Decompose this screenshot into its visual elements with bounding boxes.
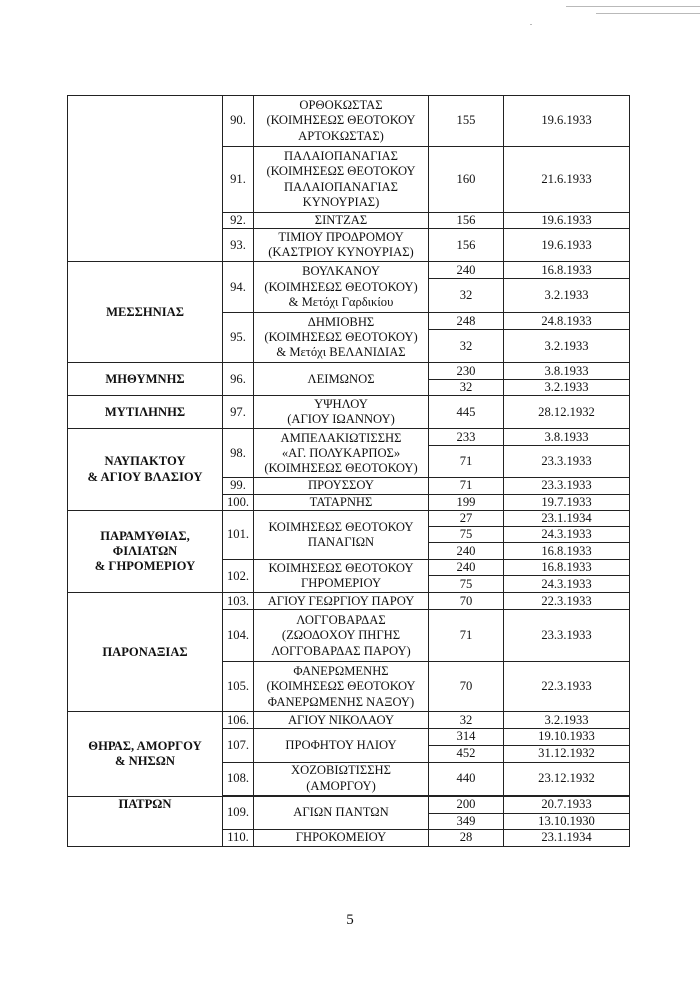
code-cell: 240 xyxy=(429,543,504,560)
code-cell: 199 xyxy=(429,494,504,510)
metropolis-paramythia: ΠΑΡΑΜΥΘΙΑΣ, ΦΙΛΙΑΤΩΝ & ΓΗΡΟΜΕΡΙΟΥ xyxy=(68,510,223,593)
code-cell: 155 xyxy=(429,96,504,147)
date-cell: 24.3.1933 xyxy=(504,576,630,593)
monastery-name: ΧΟΖΟΒΙΩΤΙΣΣΗΣ (ΑΜΟΡΓΟΥ) xyxy=(254,762,429,795)
metropolis-thira: ΘΗΡΑΣ, ΑΜΟΡΓΟΥ & ΝΗΣΩΝ xyxy=(68,712,223,796)
date-cell: 3.2.1933 xyxy=(504,330,630,363)
code-cell: 32 xyxy=(429,279,504,313)
table-row xyxy=(68,712,630,729)
monastery-name: ΤΙΜΙΟΥ ΠΡΟΔΡΟΜΟΥ (ΚΑΣΤΡΙΟΥ ΚΥΝΟΥΡΙΑΣ) xyxy=(254,229,429,262)
code-cell: 71 xyxy=(429,478,504,494)
code-cell: 160 xyxy=(429,147,504,213)
date-cell: 24.8.1933 xyxy=(504,313,630,330)
monastery-name: ΛΕΙΜΩΝΟΣ xyxy=(254,363,429,396)
date-cell: 19.10.1933 xyxy=(504,729,630,745)
monastery-name: ΑΜΠΕΛΑΚΙΩΤΙΣΣΗΣ «ΑΓ. ΠΟΛΥΚΑΡΠΟΣ» (ΚΟΙΜΗΣΕΩΣ ΘΕΟΤΟΚΟΥ) xyxy=(254,429,429,478)
row-number: 93. xyxy=(223,229,254,262)
code-cell: 452 xyxy=(429,745,504,762)
row-number: 107. xyxy=(223,729,254,762)
code-cell: 445 xyxy=(429,396,504,429)
monastery-name: ΔΗΜΙΟΒΗΣ (ΚΟΙΜΗΣΕΩΣ ΘΕΟΤΟΚΟΥ) & Μετόχι ΒΕΛΑΝΙΔΙΑΣ xyxy=(254,313,429,363)
table-row xyxy=(68,96,630,147)
row-number: 101. xyxy=(223,510,254,559)
metropolis-nafpaktos: ΝΑΥΠΑΚΤΟΥ & ΑΓΙΟΥ ΒΛΑΣΙΟΥ xyxy=(68,429,223,510)
row-number: 102. xyxy=(223,560,254,593)
table-row xyxy=(68,429,630,446)
code-cell: 233 xyxy=(429,429,504,446)
date-cell: 22.3.1933 xyxy=(504,593,630,610)
date-cell: 3.2.1933 xyxy=(504,712,630,729)
monasteries-table xyxy=(67,95,630,847)
date-cell: 24.3.1933 xyxy=(504,527,630,543)
code-cell: 349 xyxy=(429,813,504,829)
date-cell: 3.8.1933 xyxy=(504,429,630,446)
code-cell: 314 xyxy=(429,729,504,745)
date-cell: 3.8.1933 xyxy=(504,363,630,380)
row-number: 109. xyxy=(223,796,254,829)
code-cell: 248 xyxy=(429,313,504,330)
date-cell: 16.8.1933 xyxy=(504,543,630,560)
date-cell: 23.3.1933 xyxy=(504,610,630,662)
code-cell: 32 xyxy=(429,330,504,363)
code-cell: 70 xyxy=(429,662,504,712)
table-row xyxy=(68,262,630,279)
row-number: 110. xyxy=(223,829,254,846)
table-row xyxy=(68,396,630,429)
row-number: 108. xyxy=(223,762,254,795)
monastery-name: ΛΟΓΓΟΒΑΡΔΑΣ (ΖΩΟΔΟΧΟΥ ΠΗΓΗΣ ΛΟΓΓΟΒΑΡΔΑΣ ΠΑΡΟΥ) xyxy=(254,610,429,662)
monastery-name: ΥΨΗΛΟΥ (ΑΓΙΟΥ ΙΩΑΝΝΟΥ) xyxy=(254,396,429,429)
code-cell: 75 xyxy=(429,527,504,543)
monastery-name: ΒΟΥΛΚΑΝΟΥ (ΚΟΙΜΗΣΕΩΣ ΘΕΟΤΟΚΟΥ) & Μετόχι Γαρδικίου xyxy=(254,262,429,313)
date-cell: 20.7.1933 xyxy=(504,796,630,813)
row-number: 106. xyxy=(223,712,254,729)
date-cell: 19.6.1933 xyxy=(504,96,630,147)
row-number: 92. xyxy=(223,213,254,229)
code-cell: 71 xyxy=(429,446,504,478)
code-cell: 75 xyxy=(429,576,504,593)
date-cell: 19.7.1933 xyxy=(504,494,630,510)
row-number: 103. xyxy=(223,593,254,610)
date-cell: 19.6.1933 xyxy=(504,229,630,262)
monastery-name: ΟΡΘΟΚΩΣΤΑΣ (ΚΟΙΜΗΣΕΩΣ ΘΕΟΤΟΚΟΥ ΑΡΤΟΚΩΣΤΑΣ) xyxy=(254,96,429,147)
date-cell: 3.2.1933 xyxy=(504,279,630,313)
code-cell: 200 xyxy=(429,796,504,813)
code-cell: 440 xyxy=(429,762,504,795)
metropolis-paronaxia: ΠΑΡΟΝΑΞΙΑΣ xyxy=(68,593,223,712)
monastery-name: ΠΡΟΥΣΣΟΥ xyxy=(254,478,429,494)
monastery-name: ΑΓΙΟΥ ΓΕΩΡΓΙΟΥ ΠΑΡΟΥ xyxy=(254,593,429,610)
table-row xyxy=(68,593,630,610)
date-cell: 28.12.1932 xyxy=(504,396,630,429)
table-row xyxy=(68,796,630,813)
row-number: 100. xyxy=(223,494,254,510)
monastery-name: ΦΑΝΕΡΩΜΕΝΗΣ (ΚΟΙΜΗΣΕΩΣ ΘΕΟΤΟΚΟΥ ΦΑΝΕΡΩΜΕΝΗΣ ΝΑΞΟΥ) xyxy=(254,662,429,712)
code-cell: 70 xyxy=(429,593,504,610)
page-number: 5 xyxy=(346,912,354,928)
code-cell: 240 xyxy=(429,262,504,279)
table-row xyxy=(68,510,630,526)
monastery-name: ΚΟΙΜΗΣΕΩΣ ΘΕΟΤΟΚΟΥ ΠΑΝΑΓΙΩΝ xyxy=(254,510,429,559)
date-cell: 16.8.1933 xyxy=(504,262,630,279)
metropolis-cell-empty xyxy=(68,96,223,262)
monastery-name: ΚΟΙΜΗΣΕΩΣ ΘΕΟΤΟΚΟΥ ΓΗΡΟΜΕΡΙΟΥ xyxy=(254,560,429,593)
row-number: 104. xyxy=(223,610,254,662)
row-number: 94. xyxy=(223,262,254,313)
date-cell: 23.3.1933 xyxy=(504,478,630,494)
metropolis-messinia: ΜΕΣΣΗΝΙΑΣ xyxy=(68,262,223,363)
code-cell: 28 xyxy=(429,829,504,846)
date-cell: 22.3.1933 xyxy=(504,662,630,712)
row-number: 98. xyxy=(223,429,254,478)
scan-line-top xyxy=(566,6,700,7)
monastery-name: ΓΗΡΟΚΟΜΕΙΟΥ xyxy=(254,829,429,846)
date-cell: 3.2.1933 xyxy=(504,380,630,396)
date-cell: 13.10.1930 xyxy=(504,813,630,829)
date-cell: 23.1.1934 xyxy=(504,510,630,526)
metropolis-mithymni: ΜΗΘΥΜΝΗΣ xyxy=(68,363,223,396)
table-row xyxy=(68,363,630,380)
code-cell: 27 xyxy=(429,510,504,526)
date-cell: 31.12.1932 xyxy=(504,745,630,762)
date-cell: 19.6.1933 xyxy=(504,213,630,229)
monastery-name: ΣΙΝΤΖΑΣ xyxy=(254,213,429,229)
metropolis-mytilini: ΜΥΤΙΛΗΝΗΣ xyxy=(68,396,223,429)
date-cell: 21.6.1933 xyxy=(504,147,630,213)
code-cell: 240 xyxy=(429,560,504,576)
row-number: 95. xyxy=(223,313,254,363)
row-number: 91. xyxy=(223,147,254,213)
code-cell: 230 xyxy=(429,363,504,380)
code-cell: 156 xyxy=(429,229,504,262)
row-number: 99. xyxy=(223,478,254,494)
date-cell: 23.12.1932 xyxy=(504,762,630,795)
scan-line-top-second xyxy=(596,13,700,14)
date-cell: 23.3.1933 xyxy=(504,446,630,478)
code-cell: 32 xyxy=(429,380,504,396)
row-number: 96. xyxy=(223,363,254,396)
scan-line-dot xyxy=(530,24,532,25)
monastery-name: ΠΡΟΦΗΤΟΥ ΗΛΙΟΥ xyxy=(254,729,429,762)
code-cell: 156 xyxy=(429,213,504,229)
code-cell: 32 xyxy=(429,712,504,729)
metropolis-patra: ΠΑΤΡΩΝ xyxy=(68,796,223,846)
date-cell: 16.8.1933 xyxy=(504,560,630,576)
row-number: 97. xyxy=(223,396,254,429)
monastery-name: ΑΓΙΟΥ ΝΙΚΟΛΑΟΥ xyxy=(254,712,429,729)
monastery-name: ΑΓΙΩΝ ΠΑΝΤΩΝ xyxy=(254,796,429,829)
row-number: 105. xyxy=(223,662,254,712)
date-cell: 23.1.1934 xyxy=(504,829,630,846)
row-number: 90. xyxy=(223,96,254,147)
monastery-name: ΠΑΛΑΙΟΠΑΝΑΓΙΑΣ (ΚΟΙΜΗΣΕΩΣ ΘΕΟΤΟΚΟΥ ΠΑΛΑΙΟΠΑΝΑΓΙΑΣ ΚΥΝΟΥΡΙΑΣ) xyxy=(254,147,429,213)
code-cell: 71 xyxy=(429,610,504,662)
monastery-name: ΤΑΤΑΡΝΗΣ xyxy=(254,494,429,510)
